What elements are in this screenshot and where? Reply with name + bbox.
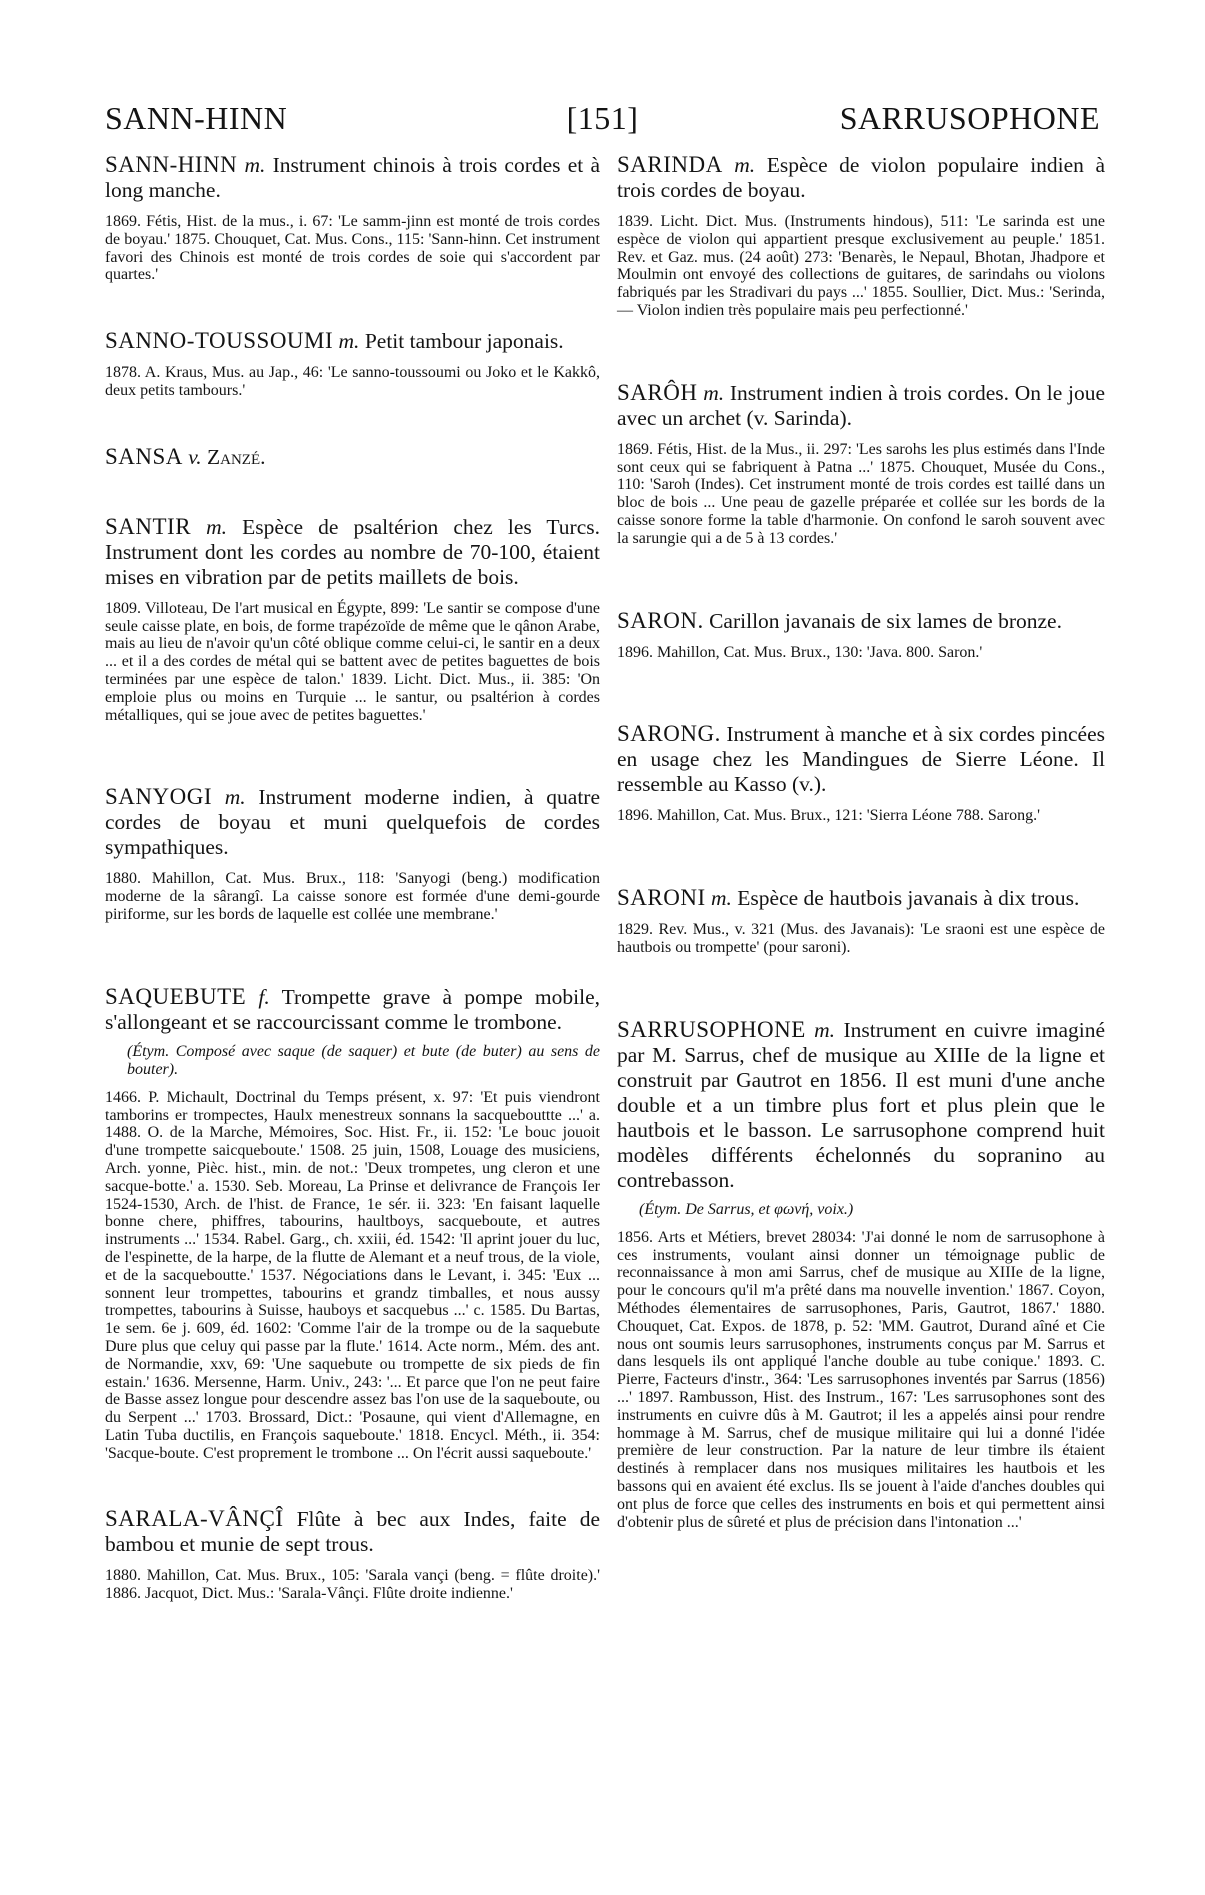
citations: 1896. Mahillon, Cat. Mus. Brux., 130: 'Java. 800. Saron.' (617, 643, 983, 661)
entry-definition (617, 885, 1105, 911)
citations: 1809. Villoteau, De l'art musical en Égypte, 899: 'Le santir se compose d'une seule caisse plate, en bois, de forme trapézoïde de même que le qânon Arabe, mais au lieu de n'avoir qu'un côté oblique comme celui-ci, le santir en a deux ... et il a des cordes de métal qui se battent avec de petites baguettes de bois terminées par une espèce de talon.' 1839. Licht. Dict. Mus., ii. 385: 'On emploie plus ou moins en Turquie ... le santur, ou psaltérion à cordes métalliques, qui se joue avec de petites baguettes.' (105, 599, 600, 724)
grammar-label: m. (814, 1017, 836, 1042)
entry-definition (617, 380, 1105, 431)
definition-text: Instrument à manche et à six cordes pincées en usage chez les Mandingues de Sierre Léone. Il ressemble au Kasso (v.). (617, 722, 1106, 797)
definition-text: Trompette grave à pompe mobile, s'allongeant et se raccourcissant comme le trombone. (105, 984, 600, 1034)
citations: 1466. P. Michault, Doctrinal du Temps présent, x. 97: 'Et puis viendront tamborins er trompectes, Haulx menestreux sonnans la sacquebouttte ...' a. 1488. O. de la Marche, Mémoires, Soc. Hist. Fr., ii. 152: 'Le bouc jouoit d'une trompette saicqueboute.' 1508. 25 juin, 1508, Louage des musiciens, Arch. yonne, Pièc. hist., min. de not.: 'Deux trompetes, ung cleron et une sacque-botte.' a. 1530. Seb. Moreau, La Prinse et delivrance de François Ier 1524-1530, Arch. de l'hist. de France, 1e sér. ii. 323: 'En faisant laquelle bonne chere, phiffres, tabourins, haultboys, sacqueboute, et autres instruments ...' 1534. Rabel. Garg., ch. xxiii, éd. 1542: 'Il aprint jouer du luc, de l'espinette, de la harpe, de la flutte de Alemant et a neuf trous, de la viole, et de la sacqueboutte.' 1537. Négociations dans le Levant, i. 345: 'Eux ... sonnent leur trompettes, tabourins et grandz timballes, et nous aussy trompettes, tabourins à Suisse, hauboys et sacquebus ...' c. 1585. Du Bartas, 1e sem. 6e j. 609, éd. 1602: 'Comme l'air de la trompe ou de la saquebute Dure plus que celuy qui passe par la flute.' 1614. Acte norm., Mém. des ant. de Normandie, xxv, 69: 'Une saquebute ou trompette de six pieds de fin estain.' 1636. Mersenne, Harm. Univ., 243: '... Et parce que l'on ne peut faire de Basse assez longue pour descendre assez bas l'on use de la saqueboute, ou du Serpent ...' 1703. Brossard, Dict.: 'Posaune, qui vient d'Allemagne, en Latin Tuba ductilis, en François saqueboute.' 1818. Encycl. Méth., ii. 354: 'Sacque-boute. C'est proprement le trombone ... On l'écrit aussi saqueboute.' (105, 1088, 600, 1462)
entry-sarong (617, 721, 1105, 825)
etymology: (Étym. Composé avec saque (de saquer) et bute (de buter) au sens de bouter). (127, 1042, 600, 1078)
entry-sanyogi (105, 784, 600, 923)
headword: SARRUSOPHONE (617, 1016, 806, 1042)
definition-text: Espèce de psaltérion chez les Turcs. Instrument dont les cordes au nombre de 70-100, étaient mises en vibration par de petits maillets de bois. (105, 514, 601, 589)
headword: SARON. (617, 607, 704, 633)
grammar-label: m. (338, 329, 360, 354)
definition-text: Flûte à bec aux Indes, faite de bambou et munie de sept trous. (105, 1507, 601, 1557)
entry-sarrusophone (617, 1017, 1105, 1532)
citations: 1880. Mahillon, Cat. Mus. Brux., 118: 'Sanyogi (beng.) modification moderne de la sârangî. La caisse sonore est formée d'une demi-gourde piriforme, sur les bords de laquelle est collée une membrane.' (105, 870, 600, 923)
right-column (617, 152, 1105, 1531)
entry-sarinda (617, 152, 1105, 320)
headword: SANNO-TOUSSOUMI (105, 328, 334, 354)
entry-sanno-toussoumi (105, 328, 600, 400)
definition-text: Instrument indien à trois cordes. On le joue avec un archet (v. Sarinda). (617, 380, 1106, 430)
definition-text: Espèce de hautbois javanais à dix trous. (737, 886, 1080, 911)
headword: SANN-HINN (105, 152, 238, 177)
headword: SANTIR (105, 513, 192, 539)
citations: 1869. Fétis, Hist. de la Mus., ii. 297: 'Les sarohs les plus estimés dans l'Inde sont ceux qui se fabriquent à Patna ...' 1875. Chouquet, Musée du Cons., 110: 'Saroh (Indes). Cet instrument monté de trois cordes est taillé dans un bloc de bois ... Une peau de gazelle préparée et collée sur les bords de la caisse sonore forme la table d'harmonie. On confond le saroh souvent avec la sarungie qui a de 5 à 13 cordes.' (617, 440, 1105, 547)
entry-definition (105, 152, 600, 203)
entry-saquebute (105, 984, 600, 1463)
entry-definition (617, 152, 1105, 203)
entry-saroh (617, 380, 1105, 548)
entry-saron (617, 608, 1105, 662)
citations: 1880. Mahillon, Cat. Mus. Brux., 105: 'Sarala vançi (beng. = flûte droite).' 1886. Jacquot, Dict. Mus.: 'Sarala-Vânçi. Flûte droite indienne.' (105, 1567, 600, 1603)
grammar-label: m. (703, 380, 725, 405)
grammar-label: f. (258, 984, 270, 1009)
citations: 1829. Rev. Mus., v. 321 (Mus. des Javanais): 'Le sraoni est une espèce de hautbois ou trompette' (pour saroni). (617, 921, 1105, 956)
entry-sann-hinn (105, 152, 600, 284)
definition-text: Espèce de violon populaire indien à trois cordes de boyau. (617, 153, 1106, 202)
citations: 1839. Licht. Dict. Mus. (Instruments hindous), 511: 'Le sarinda est une espèce de violon qui appartient presque exclusivement au peuple.' 1851. Rev. et Gaz. mus. (24 août) 273: 'Benarès, le Nepaul, Bhotan, Jhadpore et Moulmin ont envoyé des collections de guitares, de sarindahs ou violons fabriqués par les Stradivari du pays ...' 1855. Soullier, Dict. Mus.: 'Serinda, — Violon indien très populaire mais peu perfectionné.' (617, 213, 1105, 319)
headword: SAQUEBUTE (105, 983, 247, 1009)
entry-santir (105, 514, 600, 725)
headword: SARONG. (617, 721, 721, 747)
left-column (105, 152, 600, 1603)
entry-definition (105, 514, 600, 590)
grammar-label: m. (206, 514, 228, 539)
entry-definition (105, 1506, 600, 1557)
headword: SANYOGI (105, 784, 212, 810)
entry-saroni (617, 885, 1105, 957)
entry-definition (617, 721, 1105, 797)
definition-text: Instrument en cuivre imaginé par M. Sarrus, chef de musique au XIIIe de la ligne et construit par Gautrot en 1856. Il est muni d'une anche double et a un timbre plus fort et plus plein que le hautbois et le basson. Le sarrusophone comprend huit modèles différents échelonnés du sopranino au contrebasson. (617, 1017, 1106, 1192)
definition-text: Petit tambour japonais. (364, 329, 564, 354)
entry-definition (617, 608, 1105, 634)
entry-definition (105, 984, 600, 1035)
entry-definition (105, 444, 600, 470)
citations: 1896. Mahillon, Cat. Mus. Brux., 121: 'Sierra Léone 788. Sarong.' (617, 807, 1041, 825)
entry-sansa (105, 444, 600, 470)
citations: 1856. Arts et Métiers, brevet 28034: 'J'ai donné le nom de sarrusophone à ces instruments, voulant ainsi donner un témoignage public de reconnaissance à mon ami Sarrus, chef de musique au XIIIe de la ligne, pour le concours qu'il m'a prêté dans ma nouvelle invention.' 1867. Coyon, Méthodes élementaires de sarrusophones, Paris, Gautrot, 1867.' 1880. Chouquet, Cat. Expos. de 1878, p. 52: 'MM. Gautrot, Durand aîné et Cie nous ont soumis leurs sarrusophones, instruments conçus par M. Sarrus et dans lesquels ils ont appliqué l'anche double au tube conique.' 1893. C. Pierre, Facteurs d'instr., 364: 'Les sarrusophones inventés par Sarrus (1856) ...' 1897. Rambusson, Hist. des Instrum., 167: 'Les sarrusophones sont des instruments en cuivre dûs à M. Gautrot; il les a appelés ainsi pour rendre hommage à M. Sarrus, chef de musique militaire qui lui a donné l'idée première de leur construction. Par la nature de leur timbre ils étaient destinés à remplacer dans nos musiques militaires les hautbois et les bassons qui en avaient été exclus. Ils se jouent à l'aide d'anches doubles qui ont plus de force que celles des instruments en bois et qui permettent ainsi d'obtenir plus de sûreté et plus de précision dans l'intonation ...' (617, 1228, 1105, 1531)
running-head-right: SARRUSOPHONE (839, 100, 1100, 136)
grammar-label: m. (224, 785, 246, 810)
headword: SARONI (617, 885, 706, 911)
cross-reference: Zanzé. (207, 444, 266, 469)
citations: 1878. A. Kraus, Mus. au Jap., 46: 'Le sanno-toussoumi ou Joko et le Kakkô, deux petits tambours.' (105, 364, 600, 399)
entry-definition (617, 1017, 1105, 1193)
grammar-label: m. (734, 153, 756, 177)
running-head (105, 100, 1100, 142)
entry-sarala-vanci (105, 1506, 600, 1603)
headword: SARINDA (617, 152, 723, 177)
definition-text: Instrument moderne indien, à quatre cordes de boyau et muni quelquefois de cordes sympathiques. (105, 785, 601, 860)
definition-text: Instrument chinois à trois cordes et à long manche. (105, 153, 600, 202)
grammar-label: m. (244, 153, 266, 177)
running-head-left: SANN-HINN (105, 100, 288, 136)
citations: 1869. Fétis, Hist. de la mus., i. 67: 'Le samm-jinn est monté de trois cordes de boyau.' 1875. Chouquet, Cat. Mus. Cons., 115: 'Sann-hinn. Cet instrument favori des Chinois est monté de trois cordes de soie qui s'accordent par quartes.' (105, 213, 600, 284)
grammar-label: m. (711, 886, 732, 911)
etymology: (Étym. De Sarrus, et φωνή, voix.) (639, 1200, 854, 1218)
definition-text: Carillon javanais de six lames de bronze. (709, 608, 1062, 633)
headword: SARALA-VÂNÇÎ (105, 1506, 284, 1532)
entry-definition (105, 784, 600, 860)
headword: SARÔH (617, 379, 698, 405)
headword: SANSA (105, 443, 183, 469)
entry-definition (105, 328, 600, 354)
grammar-label: v. (188, 444, 202, 469)
page-number: [151] (566, 100, 639, 136)
